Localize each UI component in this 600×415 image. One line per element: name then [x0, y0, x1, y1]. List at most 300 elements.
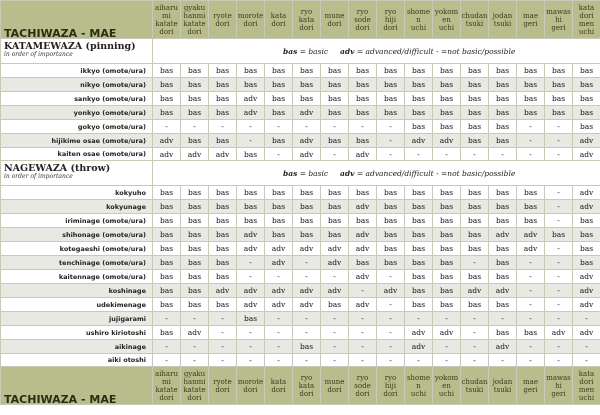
rating-cell: bas	[573, 120, 600, 134]
rating-cell: -	[181, 312, 209, 326]
rating-cell: bas	[405, 228, 433, 242]
rating-cell: -	[209, 340, 237, 354]
rating-cell: -	[405, 312, 433, 326]
rating-cell: adv	[405, 326, 433, 340]
rating-cell: adv	[153, 134, 181, 148]
rating-cell: bas	[181, 298, 209, 312]
technique-row	[1, 214, 600, 228]
rating-cell: -	[293, 326, 321, 340]
column-header-line: hanmi	[183, 377, 206, 386]
rating-cell: -	[265, 312, 293, 326]
rating-cell: bas	[349, 92, 377, 106]
rating-cell: bas	[349, 186, 377, 200]
rating-cell: bas	[181, 242, 209, 256]
rating-cell: bas	[349, 256, 377, 270]
rating-cell: bas	[517, 78, 545, 92]
section-header-row	[1, 161, 600, 186]
rating-cell: -	[377, 340, 405, 354]
rating-cell: bas	[489, 186, 517, 200]
technique-name: ushiro kiriotoshi	[1, 326, 153, 340]
column-header-line: ryote	[213, 377, 232, 386]
column-header-line: shomen	[406, 7, 431, 24]
rating-cell: bas	[405, 186, 433, 200]
rating-cell: bas	[517, 64, 545, 78]
column-header-line: mawashi	[546, 373, 571, 390]
rating-cell: -	[545, 340, 573, 354]
rating-cell: bas	[433, 228, 461, 242]
rating-cell: adv	[181, 148, 209, 161]
column-header	[349, 367, 377, 405]
rating-cell: adv	[237, 284, 265, 298]
rating-cell: -	[349, 326, 377, 340]
rating-cell: bas	[405, 64, 433, 78]
rating-cell: bas	[461, 270, 489, 284]
rating-cell: bas	[545, 92, 573, 106]
rating-cell: adv	[489, 284, 517, 298]
rating-cell: bas	[405, 106, 433, 120]
rating-cell: bas	[433, 92, 461, 106]
rating-cell: bas	[489, 200, 517, 214]
bottom-table-title: TACHIWAZA - MAE	[1, 367, 153, 405]
rating-cell: bas	[321, 64, 349, 78]
technique-name: sankyo (omote/ura)	[1, 92, 153, 106]
top-header-row	[1, 1, 600, 39]
section-subtitle: in order of importance	[4, 51, 73, 58]
rating-cell: -	[545, 354, 573, 367]
legend-adv-definition: = advanced/difficult	[354, 168, 434, 178]
rating-cell: -	[265, 120, 293, 134]
rating-cell: -	[545, 200, 573, 214]
rating-cell: -	[573, 312, 600, 326]
column-header-line: uchi	[410, 23, 427, 32]
rating-cell: -	[545, 186, 573, 200]
rating-cell: -	[461, 340, 489, 354]
rating-cell: bas	[377, 256, 405, 270]
rating-cell: bas	[349, 214, 377, 228]
rating-cell: -	[377, 134, 405, 148]
rating-cell: -	[181, 340, 209, 354]
rating-cell: -	[237, 256, 265, 270]
rating-cell: bas	[433, 200, 461, 214]
rating-cell: bas	[517, 200, 545, 214]
column-header	[237, 1, 265, 39]
column-header-line: yokomen	[434, 373, 459, 390]
column-header-line: dori	[159, 27, 174, 36]
technique-row	[1, 200, 600, 214]
column-header-line: chudan	[461, 11, 488, 20]
rating-cell: bas	[181, 270, 209, 284]
technique-row	[1, 92, 600, 106]
column-header	[405, 1, 433, 39]
section-title-cell	[1, 39, 153, 64]
rating-cell: -	[237, 270, 265, 284]
rating-cell: adv	[293, 134, 321, 148]
rating-cell: adv	[237, 228, 265, 242]
rating-cell: bas	[237, 312, 265, 326]
rating-cell: bas	[461, 228, 489, 242]
rating-cell: bas	[265, 134, 293, 148]
rating-cell: bas	[209, 64, 237, 78]
section-subtitle: in order of importance	[4, 173, 73, 180]
rating-cell: -	[461, 312, 489, 326]
bottom-header-row	[1, 367, 600, 405]
column-header	[433, 1, 461, 39]
rating-cell: -	[517, 120, 545, 134]
rating-cell: bas	[181, 214, 209, 228]
technique-row	[1, 120, 600, 134]
column-header-line: ryo	[300, 373, 313, 382]
technique-row	[1, 312, 600, 326]
column-header-line: hanmi	[183, 11, 206, 20]
rating-cell: bas	[293, 228, 321, 242]
technique-row	[1, 186, 600, 200]
rating-cell: bas	[293, 64, 321, 78]
rating-cell: -	[181, 354, 209, 367]
technique-name: shihonage (omote/ura)	[1, 228, 153, 242]
rating-cell: bas	[517, 92, 545, 106]
rating-cell: bas	[265, 64, 293, 78]
rating-cell: adv	[573, 284, 600, 298]
technique-row	[1, 270, 600, 284]
rating-cell: adv	[293, 298, 321, 312]
technique-row	[1, 64, 600, 78]
technique-row	[1, 256, 600, 270]
technique-row	[1, 354, 600, 367]
column-header-line: men	[578, 19, 595, 28]
rating-cell: bas	[181, 78, 209, 92]
rating-cell: -	[321, 270, 349, 284]
rating-cell: adv	[573, 270, 600, 284]
rating-cell: -	[489, 354, 517, 367]
rating-cell: bas	[293, 78, 321, 92]
column-header-line: kata	[270, 377, 287, 386]
rating-cell: bas	[433, 106, 461, 120]
rating-cell: bas	[433, 270, 461, 284]
rating-cell: -	[153, 354, 181, 367]
column-header-line: dori	[215, 385, 230, 394]
rating-cell: adv	[321, 242, 349, 256]
column-header	[293, 367, 321, 405]
rating-cell: -	[545, 148, 573, 161]
rating-cell: bas	[405, 242, 433, 256]
rating-cell: -	[517, 298, 545, 312]
rating-cell: bas	[461, 120, 489, 134]
column-header-line: mune	[324, 11, 345, 20]
rating-cell: -	[573, 340, 600, 354]
rating-cell: adv	[209, 284, 237, 298]
column-header-line: tsuki	[465, 385, 484, 394]
rating-cell: bas	[153, 228, 181, 242]
column-header-line: sode	[354, 381, 371, 390]
technique-name: nikyo (omote/ura)	[1, 78, 153, 92]
legend-gap	[328, 47, 340, 56]
rating-cell: adv	[349, 298, 377, 312]
rating-cell: bas	[209, 134, 237, 148]
section-title-cell	[1, 161, 153, 186]
rating-cell: bas	[209, 200, 237, 214]
rating-cell: bas	[209, 186, 237, 200]
rating-cell: -	[209, 354, 237, 367]
rating-cell: bas	[153, 78, 181, 92]
rating-cell: -	[545, 256, 573, 270]
column-header	[489, 367, 517, 405]
rating-cell: bas	[265, 106, 293, 120]
column-header-line: dori	[327, 385, 342, 394]
column-header-line: katate	[183, 19, 206, 28]
rating-cell: -	[545, 134, 573, 148]
rating-cell: bas	[321, 214, 349, 228]
technique-name: aikinage	[1, 340, 153, 354]
column-header-line: dori	[355, 389, 370, 398]
column-header-line: dori	[299, 389, 314, 398]
rating-cell: bas	[517, 106, 545, 120]
rating-cell: bas	[545, 64, 573, 78]
legend	[153, 39, 600, 64]
column-header-line: geri	[551, 389, 566, 398]
rating-cell: bas	[461, 134, 489, 148]
column-header-line: kata	[270, 11, 287, 20]
rating-cell: bas	[265, 228, 293, 242]
rating-cell: bas	[545, 228, 573, 242]
column-header	[181, 1, 209, 39]
technique-name: kotegaeshi (omote/ura)	[1, 242, 153, 256]
rating-cell: adv	[321, 256, 349, 270]
rating-cell: bas	[265, 92, 293, 106]
rating-cell: bas	[265, 200, 293, 214]
legend-adv-key: adv	[340, 168, 355, 178]
rating-cell: bas	[405, 92, 433, 106]
rating-cell: bas	[321, 106, 349, 120]
rating-cell: bas	[293, 92, 321, 106]
rating-cell: -	[321, 120, 349, 134]
rating-cell: bas	[153, 256, 181, 270]
rating-cell: bas	[209, 106, 237, 120]
column-header	[321, 1, 349, 39]
column-header	[573, 367, 600, 405]
legend	[153, 161, 600, 186]
rating-cell: bas	[377, 214, 405, 228]
rating-cell: adv	[237, 92, 265, 106]
rating-cell: bas	[237, 78, 265, 92]
rating-cell: bas	[489, 134, 517, 148]
column-header-line: dori	[579, 377, 594, 386]
technique-row	[1, 326, 600, 340]
rating-cell: bas	[433, 120, 461, 134]
column-header-line: katate	[155, 19, 178, 28]
rating-cell: bas	[433, 242, 461, 256]
column-header	[209, 367, 237, 405]
rating-cell: bas	[377, 106, 405, 120]
rating-cell: -	[265, 270, 293, 284]
rating-cell: -	[377, 354, 405, 367]
rating-cell: bas	[321, 134, 349, 148]
rating-cell: -	[265, 326, 293, 340]
rating-cell: bas	[321, 92, 349, 106]
column-header-line: uchi	[578, 393, 595, 402]
rating-cell: bas	[321, 200, 349, 214]
column-header-line: dori	[383, 389, 398, 398]
rating-cell: bas	[545, 106, 573, 120]
column-header	[545, 367, 573, 405]
rating-cell: bas	[573, 106, 600, 120]
column-header	[153, 367, 181, 405]
rating-cell: adv	[517, 228, 545, 242]
column-header-line: uchi	[578, 27, 595, 36]
rating-cell: -	[461, 354, 489, 367]
column-header-line: mae	[523, 11, 538, 20]
rating-cell: -	[209, 326, 237, 340]
rating-cell: adv	[573, 148, 600, 161]
column-header-line: morote	[237, 11, 264, 20]
rating-cell: bas	[209, 242, 237, 256]
technique-name: kokyuho	[1, 186, 153, 200]
rating-cell: bas	[461, 242, 489, 256]
rating-cell: bas	[153, 298, 181, 312]
column-header	[209, 1, 237, 39]
rating-cell: adv	[573, 186, 600, 200]
rating-cell: -	[181, 120, 209, 134]
column-header-line: morote	[237, 377, 264, 386]
column-header	[321, 367, 349, 405]
column-header-line: tsuki	[465, 19, 484, 28]
column-header	[517, 1, 545, 39]
rating-cell: bas	[209, 256, 237, 270]
rating-cell: bas	[153, 284, 181, 298]
column-header-line: dori	[383, 23, 398, 32]
column-header-line: dori	[215, 19, 230, 28]
technique-row	[1, 340, 600, 354]
rating-cell: bas	[181, 200, 209, 214]
rating-cell: bas	[405, 78, 433, 92]
rating-cell: adv	[237, 242, 265, 256]
column-header-line: dori	[159, 393, 174, 402]
column-header-line: kata	[578, 3, 595, 12]
rating-cell: bas	[153, 242, 181, 256]
rating-cell: bas	[377, 186, 405, 200]
technique-row	[1, 148, 600, 161]
column-header	[517, 367, 545, 405]
rating-cell: bas	[265, 78, 293, 92]
technique-name: yonkyo (omote/ura)	[1, 106, 153, 120]
rating-cell: adv	[573, 134, 600, 148]
column-header-line: tsuki	[493, 385, 512, 394]
rating-cell: -	[545, 298, 573, 312]
column-header	[349, 1, 377, 39]
rating-cell: -	[461, 148, 489, 161]
rating-cell: bas	[181, 64, 209, 78]
rating-cell: -	[433, 340, 461, 354]
rating-cell: bas	[349, 78, 377, 92]
rating-cell: bas	[573, 256, 600, 270]
rating-cell: -	[265, 148, 293, 161]
rating-cell: -	[517, 312, 545, 326]
rating-cell: adv	[377, 284, 405, 298]
column-header-line: uchi	[438, 23, 455, 32]
rating-cell: bas	[461, 298, 489, 312]
rating-cell: -	[237, 120, 265, 134]
rating-cell: -	[237, 354, 265, 367]
rating-cell: adv	[545, 326, 573, 340]
rating-cell: bas	[181, 256, 209, 270]
technique-name: kaiten osae (omote/ura)	[1, 148, 153, 161]
rating-cell: adv	[265, 284, 293, 298]
rating-cell: bas	[405, 284, 433, 298]
column-header-line: gyaku	[183, 3, 206, 12]
column-header-line: shomen	[406, 373, 431, 390]
rating-cell: bas	[489, 298, 517, 312]
rating-cell: adv	[349, 228, 377, 242]
rating-cell: bas	[153, 186, 181, 200]
rating-cell: bas	[293, 200, 321, 214]
rating-cell: bas	[489, 64, 517, 78]
rating-cell: bas	[237, 214, 265, 228]
rating-cell: -	[293, 120, 321, 134]
section-title: NAGEWAZA (throw)	[4, 163, 111, 174]
section-header-row	[1, 39, 600, 64]
rating-cell: adv	[265, 256, 293, 270]
rating-cell: bas	[405, 200, 433, 214]
column-header-line: jodan	[492, 377, 513, 386]
rating-cell: bas	[237, 148, 265, 161]
column-header-line: katate	[183, 385, 206, 394]
rating-cell: adv	[349, 148, 377, 161]
column-header-line: hiji	[384, 381, 397, 390]
column-header	[377, 1, 405, 39]
rating-cell: bas	[573, 242, 600, 256]
rating-cell: bas	[461, 186, 489, 200]
legend-adv-definition: = advanced/difficult	[354, 46, 434, 56]
legend-bas-definition: = basic	[297, 168, 329, 178]
column-header-line: geri	[523, 385, 538, 394]
technique-row	[1, 106, 600, 120]
rating-cell: bas	[181, 228, 209, 242]
column-header-line: dori	[243, 19, 258, 28]
column-header	[237, 367, 265, 405]
rating-cell: -	[405, 354, 433, 367]
rating-cell: -	[321, 326, 349, 340]
rating-cell: bas	[293, 340, 321, 354]
rating-cell: adv	[461, 284, 489, 298]
rating-cell: bas	[489, 242, 517, 256]
rating-cell: -	[377, 312, 405, 326]
rating-cell: bas	[545, 78, 573, 92]
technique-name: udekimenage	[1, 298, 153, 312]
rating-cell: -	[461, 256, 489, 270]
column-header-line: chudan	[461, 377, 488, 386]
rating-cell: -	[489, 148, 517, 161]
column-header-line: mawashi	[546, 7, 571, 24]
rating-cell: bas	[321, 228, 349, 242]
rating-cell: bas	[209, 228, 237, 242]
rating-cell: -	[293, 270, 321, 284]
rating-cell: -	[349, 340, 377, 354]
rating-cell: adv	[517, 242, 545, 256]
rating-cell: -	[545, 120, 573, 134]
rating-cell: -	[377, 148, 405, 161]
column-header	[489, 1, 517, 39]
technique-row	[1, 284, 600, 298]
rating-cell: adv	[237, 298, 265, 312]
rating-cell: bas	[405, 256, 433, 270]
rating-cell: bas	[153, 92, 181, 106]
column-header-line: mae	[523, 377, 538, 386]
column-header-line: katate	[155, 385, 178, 394]
column-header	[153, 1, 181, 39]
rating-cell: bas	[377, 78, 405, 92]
rating-cell: -	[545, 242, 573, 256]
rating-cell: bas	[461, 64, 489, 78]
column-header-line: dori	[579, 11, 594, 20]
